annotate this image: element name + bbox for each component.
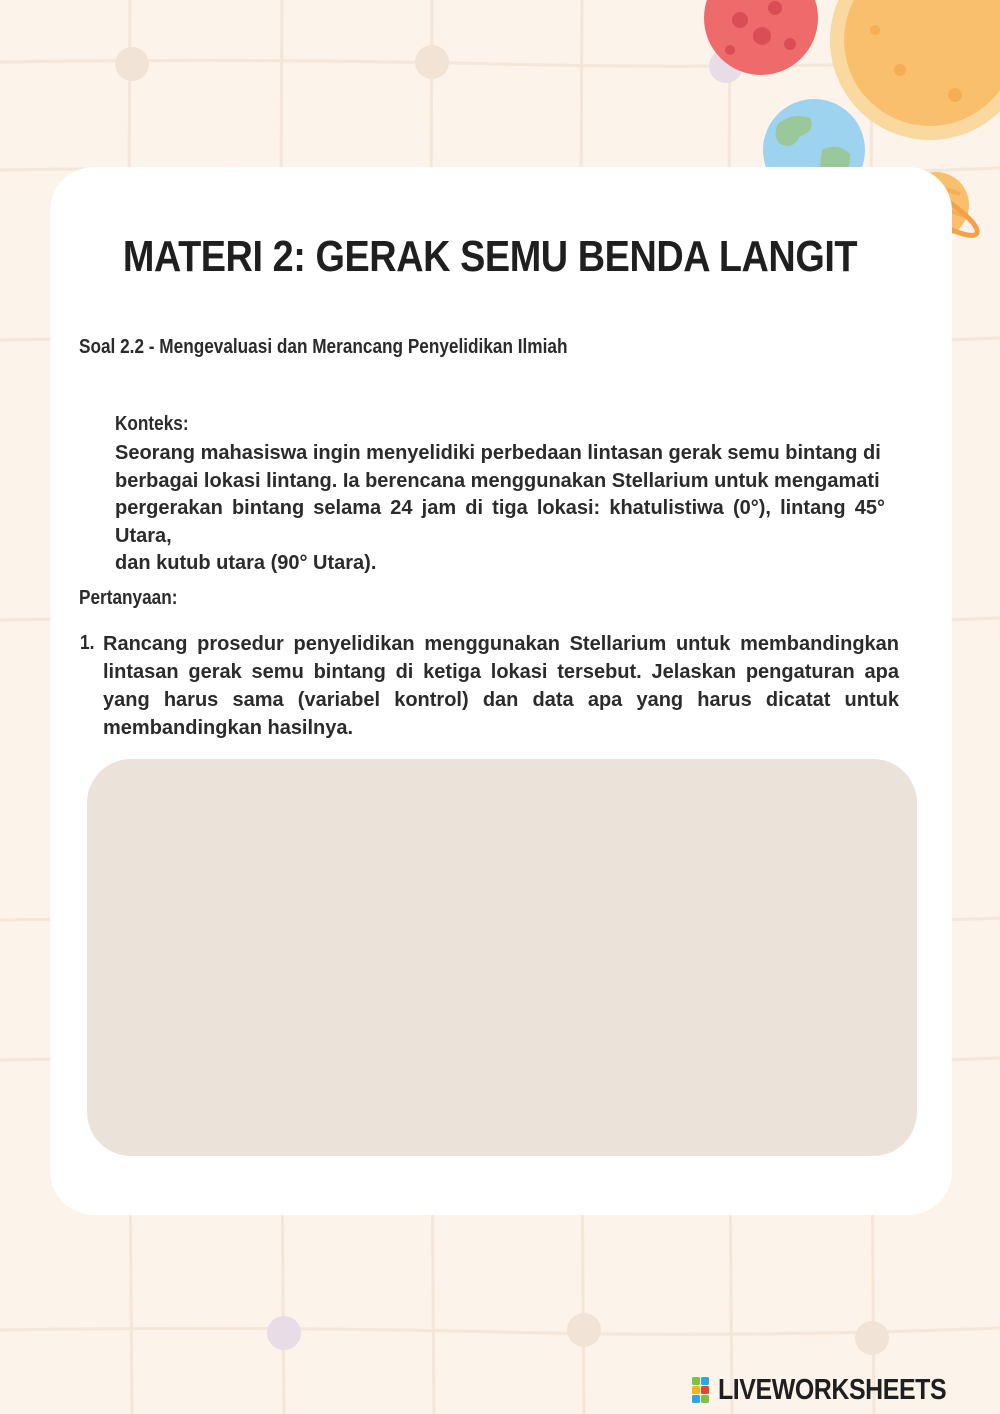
sun-icon bbox=[830, 0, 1000, 140]
logo-text: LIVEWORKSHEETS bbox=[718, 1373, 947, 1406]
question-heading: Pertanyaan: bbox=[79, 587, 178, 609]
context-line: berbagai lokasi lintang. Ia berencana menggunakan Stellarium untuk mengamati bbox=[115, 469, 880, 492]
question-text: Rancang prosedur penyelidikan menggunakan Stellarium untuk membandingkan lintasan gerak semu bintang di ketiga lokasi tersebut. Jelaskan pengaturan apa yang harus sama (variabel kontrol) dan data apa yang harus dicatat untuk membandingkan hasilnya. bbox=[103, 633, 899, 739]
context-heading: Konteks: bbox=[115, 413, 189, 435]
context-line: pergerakan bintang selama 24 jam di tiga lokasi: khatulistiwa (0°), lintang 45° Utara, bbox=[115, 497, 885, 547]
context-line: Seorang mahasiswa ingin menyelidiki perbedaan lintasan gerak semu bintang di bbox=[115, 442, 881, 464]
page-title: MATERI 2: GERAK SEMU BENDA LANGIT bbox=[122, 232, 858, 281]
context-paragraph bbox=[115, 440, 885, 578]
question-subtitle: Soal 2.2 - Mengevaluasi dan Merancang Penyelidikan Ilmiah bbox=[79, 336, 568, 358]
red-planet-icon bbox=[704, 0, 818, 75]
liveworksheets-logo-icon bbox=[692, 1377, 718, 1403]
answer-input[interactable] bbox=[87, 759, 917, 1156]
liveworksheets-logo[interactable] bbox=[692, 1374, 983, 1406]
question-number: 1. bbox=[80, 632, 95, 654]
context-line: dan kutub utara (90° Utara). bbox=[115, 552, 377, 574]
